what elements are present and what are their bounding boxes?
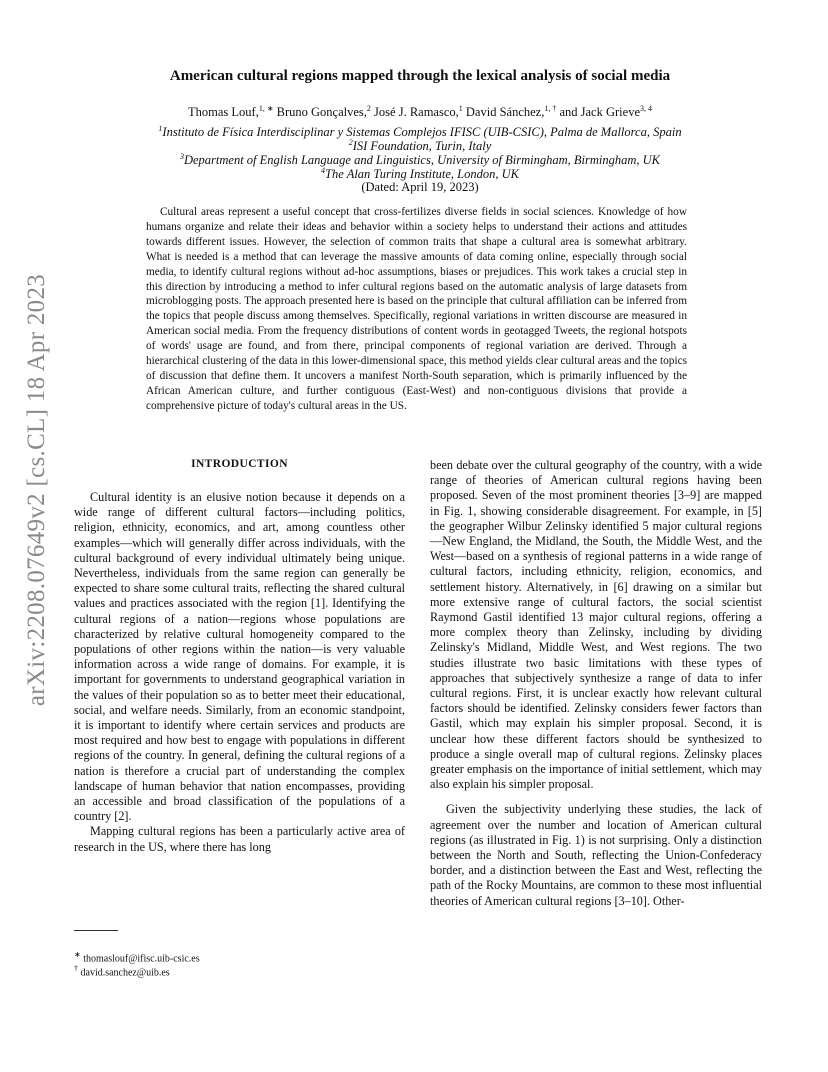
author-name: and Jack Grieve [556,105,640,120]
author-affiliation-mark: 2 [366,104,371,113]
author-name: Thomas Louf, [188,105,259,120]
paragraph-gap [430,792,762,802]
author-affiliation-mark: 1, ∗ [258,104,274,113]
author-affiliation-mark: 1, † [544,104,557,113]
footnote-mark: † [74,964,78,973]
arxiv-sidebar-stamp [12,273,62,707]
footnote-email[interactable]: david.sanchez@uib.es [80,967,170,979]
footnote-mark: ∗ [74,950,81,959]
affiliation-text: ISI Foundation, Turin, Italy [352,139,492,154]
paragraph: Cultural identity is an elusive notion because it depends on a wide range of different cultural factors—including politics, religion, ethnicity, economics, and art, among countless other examples—which will generally differ across individuals, with the cultural background of every individual ultimately being unique. Nevertheless, individuals from the same region can generally be expected to share some cultural traits, reflecting the shared cultural values and practices associated with the region [1]. Identifying the cultural regions of a nation—regions whose populations are characterized by relative cultural homogeneity compared to the populations of other regions within the nation—is very valuable information across a wide range of domains. For example, it is important for governments to understand geographical variation in the values of their population so as to better meet their educational, social, and welfare needs. Similarly, from an economic standpoint, it is important to identify where certain services and products are most required and how best to engage with populations in different regions of the country. In general, defining the cultural regions of a nation is therefore a crucial part of understanding the complex landscape of human behavior that nation encompasses, providing an accessible and broad classification of the populations of a country [2]. [74,490,405,824]
paragraph: been debate over the cultural geography of the country, with a wide range of theories of American cultural regions having been proposed. Seven of the most prominent theories [3–9] are mapped in Fig. 1, showing considerable disagreement. For example, in [5] the geographer Wilbur Zelinsky identified 5 major cultural regions—New England, the Midland, the South, the Middle West, and the West—based on a synthesis of regional patterns in a wide range of cultural factors, including ethnicity, religion, economics, and settlement history. Alternatively, in [6] drawing on a similar but more extensive range of cultural factors, the social scientist Raymond Gastil identified 13 major cultural regions, offering a more complex theory than Zelinsky, including by dividing Zelinsky's Midland, Middle West, and West regions. The two studies illustrate two basic limitations with these types of approaches that subjectively synthesize a range of data to infer cultural regions. First, it is unclear exactly how relevant cultural factors should be identified. Zelinsky considers fewer factors than Gastil, which may explain his simpler proposal. Second, it is unclear how these different factors should be synthesized to produce a single overall map of cultural regions. Zelinsky places greater emphasis on the importance of initial settlement, which may also explain his simpler proposal. [430,458,762,792]
affiliation-text: Department of English Language and Linguistics, University of Birmingham, Birmingham, UK [183,153,661,168]
abstract: Cultural areas represent a useful concept that cross-fertilizes diverse fields in social sciences. Knowledge of how humans organize and relate their ideas and behavior within a society helps to understand their actions and attitudes towards different issues. However, the selection of common traits that shape a cultural area is somewhat arbitrary. What is needed is a method that can leverage the massive amounts of data coming online, especially through social media, to identify cultural regions without ad-hoc assumptions, biases or prejudices. This work takes a crucial step in this direction by introducing a method to infer cultural regions based on the automatic analysis of large datasets from microblogging posts. The approach presented here is based on the principle that cultural affiliation can be inferred from the topics that people discuss among themselves. Specifically, regional variations in written discourse are measured in American social media. From the frequency distributions of content words in geotagged Tweets, the regional hotspots of words' usage are found, and from there, principal components of regional variation are derived. Through a hierarchical clustering of the data in this lower-dimensional space, this method yields clear cultural areas and the topics of discussion that define them. It uncovers a manifest North-South separation, which is primarily influenced by the African American culture, and further contiguous (East-West) and non-contiguous divisions that provide a comprehensive picture of today's cultural areas in the US. [146,206,687,412]
footnote-1 [74,950,200,964]
author-list [90,104,750,120]
footnote-2 [74,964,170,978]
footnote-rule [74,930,118,931]
arxiv-id-label: arXiv:2208.07649v2 [cs.CL] 18 Apr 2023 [23,273,50,707]
paper-title: American cultural regions mapped through the lexical analysis of social media [169,68,671,84]
right-column [430,458,762,909]
affiliation-mark: 4 [321,166,326,175]
affiliation-text: The Alan Turing Institute, London, UK [325,167,519,182]
author-affiliation-mark: 1 [458,104,463,113]
affiliation-mark: 3 [179,152,184,161]
paragraph: Given the subjectivity underlying these studies, the lack of agreement over the number and location of American cultural regions (as illustrated in Fig. 1) is not surprising. Only a distinction between the North and South, reflecting the Union-Confederacy border, and a distinction between the East and West, reflecting the path of the Rocky Mountains, are common to these most influential theories of American cultural regions [3–10]. Other- [430,802,762,908]
left-column [74,490,405,855]
author-name: José J. Ramasco, [370,105,459,120]
paragraph: Mapping cultural regions has been a particularly active area of research in the US, where there has long [74,824,405,854]
author-name: David Sánchez, [462,105,545,120]
author-affiliation-mark: 3, 4 [640,104,652,113]
footnote-email[interactable]: thomaslouf@ifisc.uib-csic.es [83,953,200,965]
section-heading: INTRODUCTION [191,458,288,470]
date-line: (Dated: April 19, 2023) [361,180,479,194]
affiliation-text: Instituto de Física Interdisciplinar y Sistemas Complejos IFISC (UIB-CSIC), Palma de Mallorca, Spain [162,125,682,140]
affiliation-mark: 2 [348,138,353,147]
author-name: Bruno Gonçalves, [273,105,367,120]
affiliation-mark: 1 [158,124,163,133]
